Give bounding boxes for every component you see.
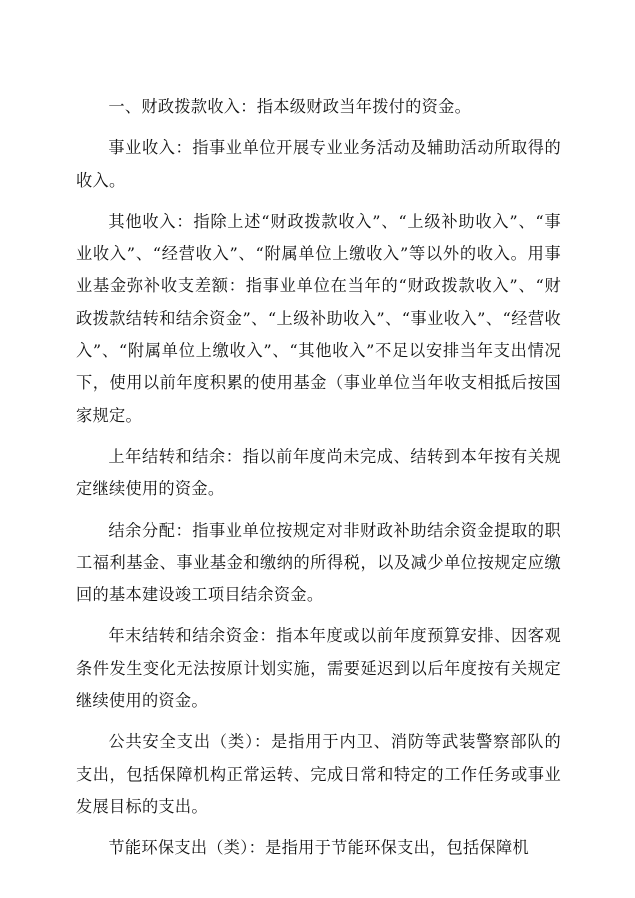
paragraph-energy-environment-expenditure: 节能环保支出（类）：是指用于节能环保支出，包括保障机 xyxy=(108,838,529,858)
paragraph-business-income: 事业收入：指事业单位开展专业业务活动及辅助活动所取得的收入。 xyxy=(76,138,561,190)
paragraph-prior-year-carryover: 上年结转和结余：指以前年度尚未完成、结转到本年按有关规定继续使用的资金。 xyxy=(76,446,561,499)
paragraph-public-security-expenditure: 公共安全支出（类）：是指用于内卫、消防等武装警察部队的支出，包括保障机构正常运转、完成日常和特定的工作任务或事业发展目标的支出。 xyxy=(76,732,561,816)
paragraph-other-income: 其他收入：指除上述“财政拨款收入”、“上级补助收入”、“事业收入”、“经营收入”、“附属单位上缴收入”等以外的收入。用事业基金弥补收支差额：指事业单位在当年的“财政拨款收入”、“财政拨款结转和结余资金”、“上级补助收入”、“事业收入”、“经营收入”、“附属单位上缴收入”、“其他收入”不足以安排当年支出情况下，使用以前年度积累的使用基金（事业单位当年收支相抵后按国家规定。 xyxy=(76,211,561,425)
paragraph-surplus-distribution: 结余分配：指事业单位按规定对非财政补助结余资金提取的职工福利基金、事业基金和缴纳的所得税，以及减少单位按规定应缴回的基本建设竣工项目结余资金。 xyxy=(76,520,561,605)
paragraph-fiscal-appropriation-income: 一、财政拨款收入：指本级财政当年拨付的资金。 xyxy=(108,97,472,116)
paragraph-year-end-carryover: 年末结转和结余资金：指本年度或以前年度预算安排、因客观条件发生变化无法按原计划实施，需要延迟到以后年度按有关规定继续使用的资金。 xyxy=(76,626,561,711)
